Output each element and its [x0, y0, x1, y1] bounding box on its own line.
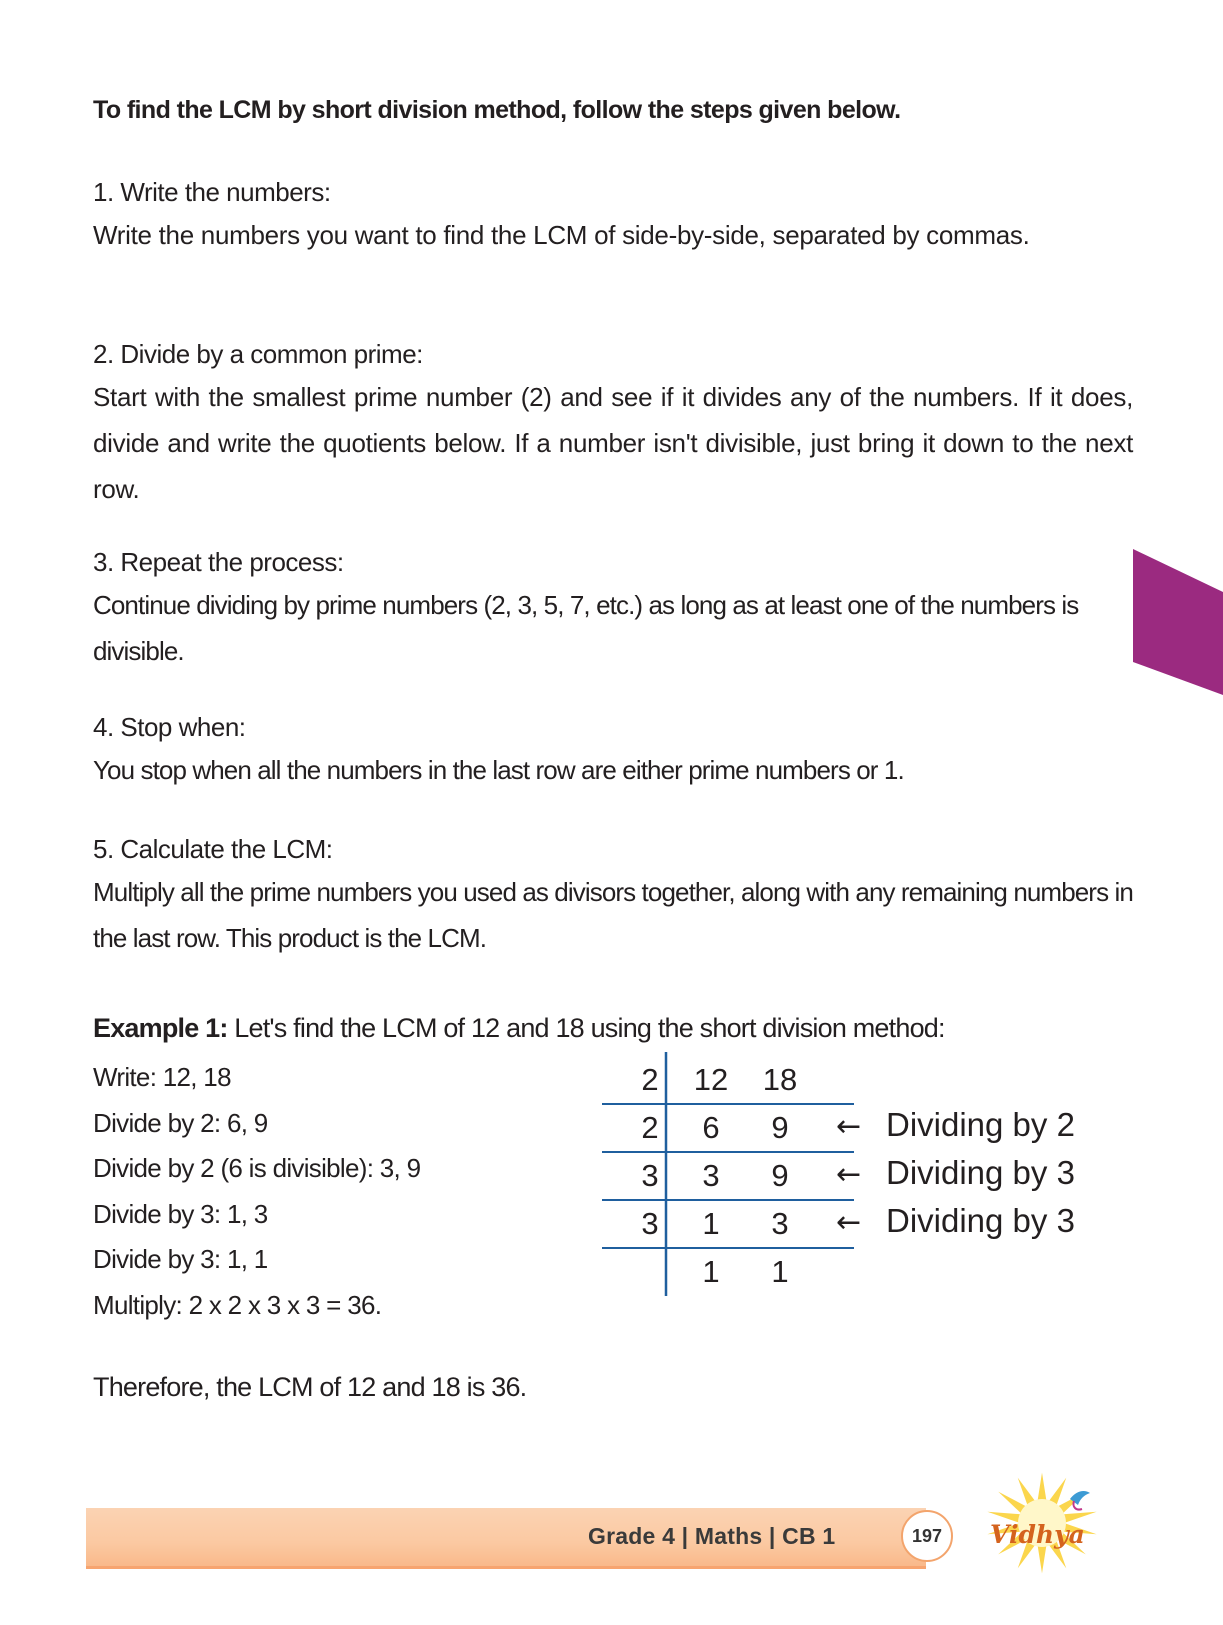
conclusion: Therefore, the LCM of 12 and 18 is 36.: [93, 1372, 527, 1402]
step-body: You stop when all the numbers in the last row are either prime numbers or 1.: [93, 755, 904, 785]
division-ladder: [600, 1050, 1140, 1340]
step-3: [93, 542, 1133, 674]
ladder-note: Dividing by 3: [886, 1202, 1075, 1239]
ladder-divisor: 2: [641, 1062, 659, 1097]
ladder-value: 1: [702, 1254, 720, 1289]
step-1: [93, 172, 1133, 258]
example-line: Divide by 3: 1, 3: [93, 1198, 268, 1229]
step-4: [93, 707, 1133, 793]
ladder-value: 1: [702, 1206, 720, 1241]
step-title: 5. Calculate the LCM:: [93, 834, 333, 864]
example-title: [93, 1008, 1173, 1048]
step-body: Continue dividing by prime numbers (2, 3, 5, 7, etc.) as long as at least one of the numbers is divisible.: [93, 590, 1079, 666]
ladder-divisor: 3: [641, 1158, 659, 1193]
step-body: Start with the smallest prime number (2) and see if it divides any of the numbers. If it does, divide and write the quotients below. If a number isn't divisible, just bring it down to the next row.: [93, 382, 1133, 504]
ladder-value: 9: [771, 1110, 789, 1145]
ladder-divisor: 3: [641, 1206, 659, 1241]
section-tab: [1133, 549, 1223, 695]
arrow-left-icon: ←: [836, 1157, 862, 1192]
page-number: 197: [901, 1510, 953, 1562]
ladder-value: 9: [771, 1158, 789, 1193]
step-body: Write the numbers you want to find the LCM of side-by-side, separated by commas.: [93, 220, 1030, 250]
ladder-value: 3: [702, 1158, 720, 1193]
step-title: 4. Stop when:: [93, 712, 246, 742]
step-title: 3. Repeat the process:: [93, 547, 344, 577]
example-line: Write: 12, 18: [93, 1062, 231, 1092]
step-2: [93, 334, 1133, 512]
example-line: Divide by 2: 6, 9: [93, 1107, 268, 1138]
arrow-left-icon: ←: [836, 1205, 862, 1240]
example-steps: [93, 1055, 420, 1328]
step-body: Multiply all the prime numbers you used as divisors together, along with any remaining numbers in the last row. This product is the LCM.: [93, 877, 1133, 953]
example-line: Divide by 3: 1, 1: [93, 1244, 268, 1274]
step-title: 2. Divide by a common prime:: [93, 339, 423, 369]
ladder-value: 3: [771, 1206, 789, 1241]
ladder-value: 18: [762, 1062, 798, 1097]
step-5: [93, 829, 1133, 961]
page-heading: To find the LCM by short division method, follow the steps given below.: [93, 96, 901, 124]
bird-icon: [1070, 1491, 1090, 1510]
example-line: Divide by 2 (6 is divisible): 3, 9: [93, 1153, 421, 1183]
logo-wordmark: Vidhya: [990, 1520, 1085, 1549]
ladder-note: Dividing by 3: [886, 1154, 1075, 1191]
example-line: Multiply: 2 x 2 x 3 x 3 = 36.: [93, 1289, 382, 1320]
ladder-value: 12: [693, 1062, 729, 1097]
example-label: Example 1:: [93, 1013, 228, 1043]
ladder-note: Dividing by 2: [886, 1106, 1075, 1143]
ladder-divisor: 2: [641, 1110, 659, 1145]
step-title: 1. Write the numbers:: [93, 177, 331, 207]
ladder-value: 6: [702, 1110, 720, 1145]
footer-label: Grade 4 | Maths | CB 1: [588, 1523, 836, 1549]
arrow-left-icon: ←: [836, 1109, 862, 1144]
example-intro: Let's find the LCM of 12 and 18 using the short division method:: [227, 1013, 945, 1043]
ladder-value: 1: [771, 1254, 789, 1289]
